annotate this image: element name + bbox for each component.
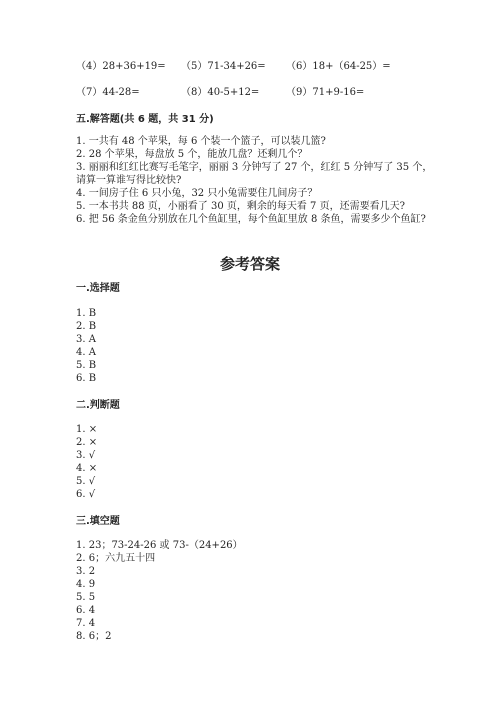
problem-line: 2. 28 个苹果，每盘放 5 个，能放几盘？还剩几个？: [76, 149, 308, 160]
problem-line: 请算一算谁写得比较快?: [76, 175, 182, 186]
problem-line: 1. 一共有 48 个苹果，每 6 个装一个篮子，可以装几篮?: [76, 136, 326, 147]
answer-item: 3. 2: [76, 566, 96, 577]
problem-line: 4. 一间房子住 6 只小兔，32 只小兔需要住几间房子？: [76, 188, 318, 199]
answer-item: 5. 5: [76, 592, 96, 603]
answer-title: 参考答案: [219, 255, 280, 273]
calc-item: （8）40-5+12=: [181, 87, 260, 98]
answer-item: 3. A: [76, 334, 96, 345]
problem-line: 3. 丽丽和红红比赛写毛笔字，丽丽 3 分钟写了 27 个，红红 5 分钟写了 35 个，: [76, 162, 433, 173]
answer-item: 1. ×: [76, 424, 98, 435]
section-heading: 三.填空题: [76, 516, 120, 527]
answer-item: 1. 23；73-24-26 或 73-（24+26）: [76, 540, 243, 551]
answer-item: 5. √: [76, 476, 96, 487]
answer-item: 4. ×: [76, 463, 98, 474]
calc-item: （7）44-28=: [76, 87, 140, 98]
answer-item: 7. 4: [76, 618, 96, 629]
answer-item: 2. B: [76, 321, 97, 332]
calc-item: （6）18+（64-25）=: [286, 61, 391, 72]
answer-item: 8. 6；2: [76, 631, 112, 642]
answer-item: 2. 6；六九五十四: [76, 553, 156, 564]
answer-item: 4. A: [76, 347, 96, 358]
section-heading: 五.解答题(共 6 题，共 31 分): [76, 114, 214, 125]
problem-line: 6. 把 56 条金鱼分别放在几个鱼缸里，每个鱼缸里放 8 条鱼，需要多少个鱼缸?: [76, 214, 426, 225]
answer-item: 6. 4: [76, 605, 96, 616]
answer-item: 1. B: [76, 308, 97, 319]
answer-item: 5. B: [76, 360, 97, 371]
answer-item: 4. 9: [76, 579, 96, 590]
answer-item: 2. ×: [76, 437, 98, 448]
answer-item: 3. √: [76, 450, 96, 461]
calc-item: （5）71-34+26=: [181, 61, 266, 72]
answer-item: 6. √: [76, 489, 96, 500]
calc-item: （9）71+9-16=: [286, 87, 365, 98]
answer-item: 6. B: [76, 373, 97, 384]
problem-line: 5. 一本书共 88 页，小丽看了 30 页，剩余的每天看 7 页，还需要看几天?: [76, 201, 405, 212]
calc-item: （4）28+36+19=: [76, 61, 166, 72]
section-heading: 一.选择题: [76, 283, 120, 294]
section-heading: 二.判断题: [76, 400, 120, 411]
